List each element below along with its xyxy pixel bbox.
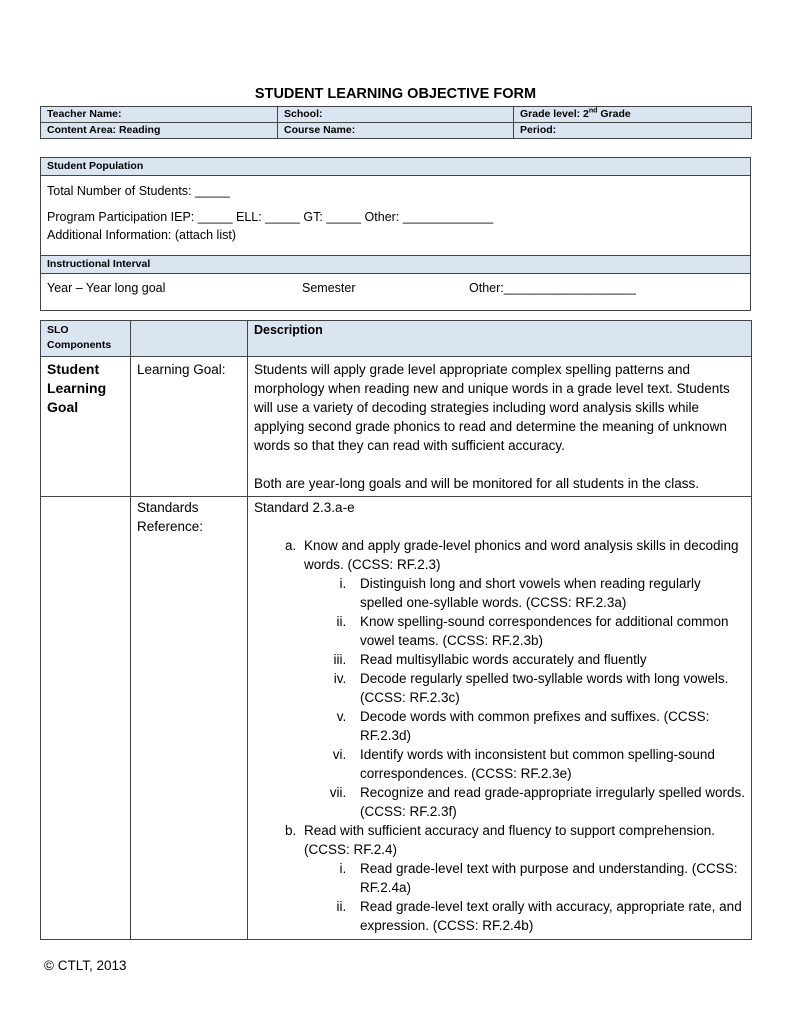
additional-information: Additional Information: (attach list) xyxy=(47,228,236,242)
description-header: Description xyxy=(248,321,752,357)
standard-a-item: i. Distinguish long and short vowels when reading regularly spelled one-syllable words. (CCSS: RF.2.3a) xyxy=(350,574,745,612)
standard-title: Standard 2.3.a-e xyxy=(254,500,355,515)
learning-goal-text: Students will apply grade level appropriate complex spelling patterns and morphology when reading new and unique words in a grade level text. Students will use a variety of decoding strategies including word analysis skills while applying second grade phonics to read and determine the meaning of unknown words so that they can read with sufficient accuracy. xyxy=(254,362,730,453)
standard-b-text: Read with sufficient accuracy and fluency to support comprehension. (CCSS: RF.2.4) xyxy=(304,823,715,857)
learning-goal-note: Both are year-long goals and will be monitored for all students in the class. xyxy=(254,476,699,491)
standards-list xyxy=(254,536,745,935)
standard-b-item: ii. Read grade-level text orally with accuracy, appropriate rate, and expression. (CCSS: RF.2.4b) xyxy=(350,897,745,935)
course-name-field[interactable]: Course Name: xyxy=(278,123,514,139)
grade-level-sup: nd xyxy=(588,107,598,115)
standards-reference-label: Standards Reference: xyxy=(131,497,248,940)
grade-level-suffix: Grade xyxy=(597,108,631,120)
teacher-info-table xyxy=(40,106,752,139)
standard-a-item: iv. Decode regularly spelled two-syllable words with long vowels. (CCSS: RF.2.3c) xyxy=(350,669,745,707)
standard-a-text: Know and apply grade-level phonics and word analysis skills in decoding words. (CCSS: RF.2.3) xyxy=(304,538,739,572)
interval-year-option[interactable]: Year – Year long goal xyxy=(47,281,166,295)
learning-goal-label: Learning Goal: xyxy=(131,357,248,497)
standard-a-item: v. Decode words with common prefixes and suffixes. (CCSS: RF.2.3d) xyxy=(350,707,745,745)
student-population-table xyxy=(40,157,751,311)
slo-components-table xyxy=(40,320,752,940)
content-area-field[interactable]: Content Area: Reading xyxy=(41,123,278,139)
student-learning-goal-label: Student Learning Goal xyxy=(41,357,131,497)
grade-level-text: Grade level: 2 xyxy=(520,108,589,120)
teacher-name-field[interactable]: Teacher Name: xyxy=(41,107,278,123)
standard-b xyxy=(300,821,745,935)
copyright-footer: © CTLT, 2013 xyxy=(44,958,127,973)
page-title: STUDENT LEARNING OBJECTIVE FORM xyxy=(254,86,537,102)
standard-a-item: ii. Know spelling-sound correspondences for additional common vowel teams. (CCSS: RF.2.3b) xyxy=(350,612,745,650)
student-population-heading: Student Population xyxy=(41,158,751,176)
standard-a-item: iii. Read multisyllabic words accurately and fluently xyxy=(350,650,745,669)
school-field[interactable]: School: xyxy=(278,107,514,123)
grade-level-field[interactable] xyxy=(514,107,752,123)
slo-empty-cell xyxy=(41,497,131,940)
slo-empty-header xyxy=(131,321,248,357)
period-field[interactable]: Period: xyxy=(514,123,752,139)
program-participation-field[interactable]: Program Participation IEP: _____ ELL: _____ GT: _____ Other: _____________ xyxy=(47,210,494,224)
total-students-field[interactable]: Total Number of Students: _____ xyxy=(47,184,230,198)
standard-a-items xyxy=(304,574,745,821)
interval-other-option[interactable]: Other:___________________ xyxy=(469,281,636,295)
standard-a-item: vi. Identify words with inconsistent but common spelling-sound correspondences. (CCSS: RF.2.3e) xyxy=(350,745,745,783)
slo-components-header: SLO Components xyxy=(41,321,131,357)
standard-b-items xyxy=(304,859,745,935)
interval-semester-option[interactable]: Semester xyxy=(302,281,356,295)
instructional-interval-heading: Instructional Interval xyxy=(41,256,751,274)
standard-b-item: i. Read grade-level text with purpose and understanding. (CCSS: RF.2.4a) xyxy=(350,859,745,897)
standard-a-item: vii. Recognize and read grade-appropriate irregularly spelled words. (CCSS: RF.2.3f) xyxy=(350,783,745,821)
standard-a xyxy=(300,536,745,821)
